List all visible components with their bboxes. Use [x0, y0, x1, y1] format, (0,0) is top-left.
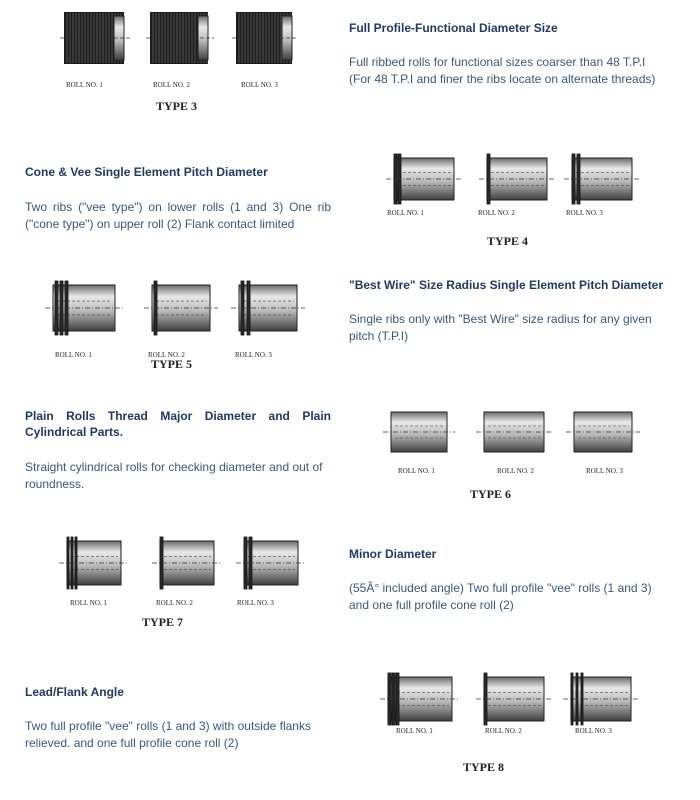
roll-label: ROLL NO. 3 — [586, 467, 623, 475]
section-description: Two ribs ("vee type") on lower rolls (1 and 3) One rib ("cone type") on upper roll (2) Flank contact limited — [25, 200, 331, 231]
section-best-wire — [349, 277, 669, 345]
roll-label: ROLL NO. 1 — [55, 351, 92, 359]
roll — [484, 412, 544, 452]
section-heading: Minor Diameter — [349, 547, 437, 561]
roll-label: ROLL NO. 3 — [235, 351, 272, 359]
roll — [67, 541, 121, 585]
roll-label: ROLL NO. 1 — [396, 727, 433, 735]
roll — [487, 158, 547, 200]
roll-label: ROLL NO. 3 — [566, 209, 603, 217]
section-description: Straight cylindrical rolls for checking diameter and out of roundness. — [25, 460, 323, 491]
type-label: TYPE 4 — [487, 234, 529, 248]
roll-label: ROLL NO. 3 — [237, 599, 274, 607]
section-description: Single ribs only with "Best Wire" size radius for any given pitch (T.P.I) — [349, 312, 652, 343]
section-heading: Lead/Flank Angle — [25, 685, 124, 699]
roll-label: ROLL NO. 2 — [497, 467, 534, 475]
roll — [574, 412, 632, 452]
type-label: TYPE 7 — [142, 615, 184, 629]
type-label: TYPE 6 — [470, 487, 512, 501]
roll-label: ROLL NO. 3 — [241, 81, 278, 89]
section-description: (55Â° included angle) Two full profile "vee" rolls (1 and 3) and one full profile cone roll (2) — [349, 581, 652, 612]
roll-label: ROLL NO. 2 — [156, 599, 193, 607]
roll — [391, 412, 447, 452]
roll-label: ROLL NO. 2 — [148, 351, 185, 359]
roll — [572, 158, 632, 200]
roll — [152, 285, 210, 331]
section-heading: Full Profile-Functional Diameter Size — [349, 21, 558, 35]
section-plain-rolls — [25, 408, 331, 493]
roll — [388, 677, 452, 721]
section-cone-vee — [25, 164, 331, 233]
roll-label: ROLL NO. 1 — [387, 209, 424, 217]
roll — [484, 677, 544, 721]
roll-label: ROLL NO. 1 — [70, 599, 107, 607]
section-lead-flank — [25, 684, 331, 752]
roll — [53, 285, 115, 331]
section-full-profile — [349, 20, 669, 88]
section-minor-diameter — [349, 546, 671, 614]
type-label: TYPE 8 — [463, 760, 505, 774]
ribbed-roll — [64, 12, 124, 64]
type-label: TYPE 3 — [156, 99, 198, 113]
section-description: Full ribbed rolls for functional sizes coarser than 48 T.P.I (For 48 T.P.I and finer the ribs locate on alternate threads) — [349, 55, 656, 86]
type-label: TYPE 5 — [151, 357, 193, 371]
section-heading: Cone & Vee Single Element Pitch Diameter — [25, 165, 268, 179]
section-description: Two full profile "vee" rolls (1 and 3) with outside flanks relieved. and one full profile cone roll (2) — [25, 719, 311, 750]
section-heading: "Best Wire" Size Radius Single Element Pitch Diameter — [349, 278, 664, 292]
roll — [394, 158, 454, 200]
roll-label: ROLL NO. 2 — [153, 81, 190, 89]
roll — [160, 541, 214, 585]
roll-label: ROLL NO. 1 — [66, 81, 103, 89]
roll-label: ROLL NO. 2 — [478, 209, 515, 217]
ribbed-roll — [150, 12, 208, 64]
roll-label: ROLL NO. 3 — [575, 727, 612, 735]
roll — [244, 541, 298, 585]
roll-label: ROLL NO. 1 — [398, 467, 435, 475]
ribbed-roll — [236, 12, 292, 64]
section-heading: Plain Rolls Thread Major Diameter and Plain Cylindrical Parts. — [25, 409, 331, 439]
roll — [239, 285, 297, 331]
roll — [571, 677, 631, 721]
roll-label: ROLL NO. 2 — [485, 727, 522, 735]
